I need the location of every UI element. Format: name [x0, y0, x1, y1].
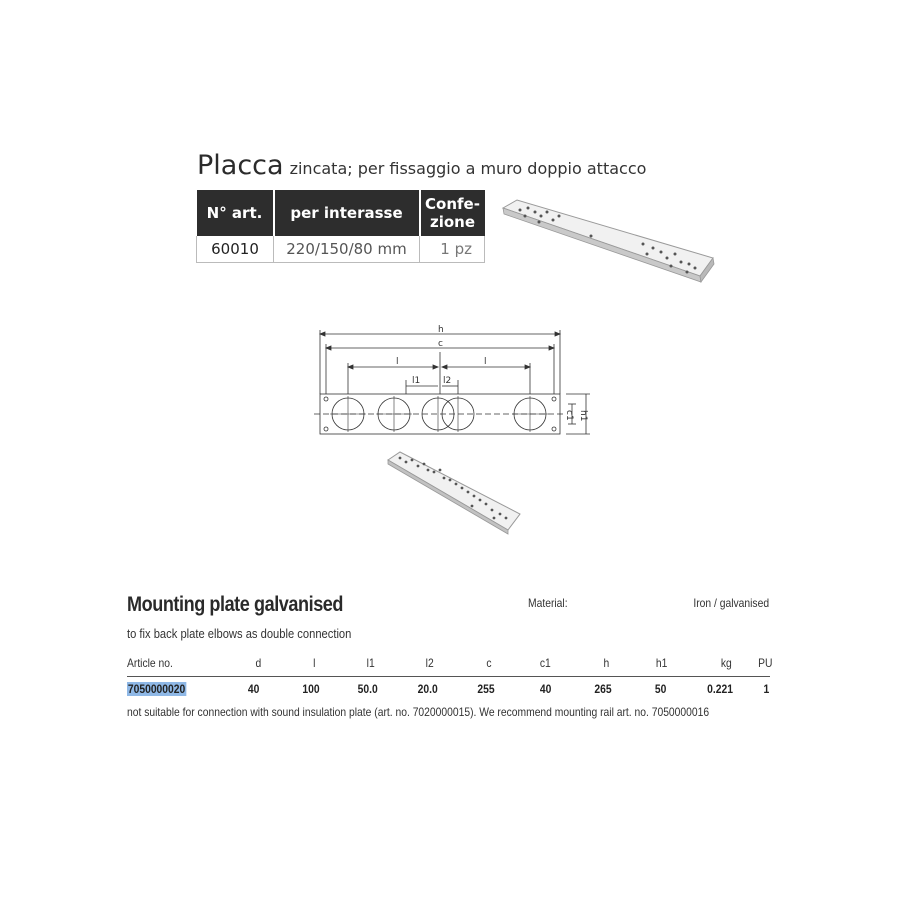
spec-table	[127, 656, 773, 697]
header-article-no: Article no.	[127, 656, 173, 670]
italian-title	[197, 150, 646, 181]
dim-label-h1: h1	[578, 410, 588, 422]
material-value: Iron / galvanised	[693, 596, 769, 610]
material-label: Material:	[528, 596, 568, 610]
header-confezione-line2: zione	[429, 213, 476, 231]
cell-confezione: 1 pz	[420, 236, 485, 263]
italian-title-main: Placca	[197, 150, 284, 181]
table-row	[127, 677, 770, 697]
dim-label-c: c	[438, 339, 443, 349]
italian-table-header	[197, 190, 485, 236]
header-kg: kg	[720, 656, 732, 670]
value-l: 100	[302, 682, 320, 696]
value-l2: 20.0	[417, 682, 438, 696]
article-number-link[interactable]: 7050000020	[127, 682, 186, 696]
dim-label-l-right: l	[484, 357, 487, 367]
header-h: h	[603, 656, 610, 670]
value-kg: 0.221	[707, 682, 733, 696]
value-l1: 50.0	[357, 682, 378, 696]
technical-drawing	[310, 322, 610, 447]
header-pu: PU	[758, 656, 773, 670]
value-c1: 40	[539, 682, 552, 696]
cell-interasse: 220/150/80 mm	[274, 236, 420, 263]
header-d: d	[255, 656, 262, 670]
value-pu: 1	[763, 682, 770, 696]
header-l1: l1	[366, 656, 375, 670]
spec-table-header	[127, 656, 773, 677]
header-c: c	[486, 656, 492, 670]
header-art-no: N° art.	[197, 190, 274, 236]
product-title: Mounting plate galvanised	[127, 593, 344, 616]
header-confezione-line1: Confe-	[425, 195, 480, 213]
header-interasse: per interasse	[274, 190, 420, 236]
header-l: l	[313, 656, 316, 670]
header-confezione	[420, 190, 485, 236]
plate-photo-center	[384, 448, 524, 538]
header-h1: h1	[655, 656, 668, 670]
header-l2: l2	[425, 656, 434, 670]
dim-label-h: h	[438, 325, 444, 335]
plate-photo-top	[495, 198, 720, 290]
italian-title-rest: zincata; per fissaggio a muro doppio attacco	[289, 159, 647, 178]
header-c1: c1	[539, 656, 551, 670]
product-note: not suitable for connection with sound insulation plate (art. no. 7020000015). We recommend mounting rail art. no. 7050000016	[127, 705, 710, 719]
value-h: 265	[594, 682, 612, 696]
value-c: 255	[477, 682, 495, 696]
product-subtitle: to fix back plate elbows as double connection	[127, 626, 352, 641]
value-d: 40	[247, 682, 260, 696]
dim-label-l-left: l	[396, 357, 399, 367]
dim-label-c1: c1	[564, 410, 574, 421]
cell-art-no: 60010	[197, 236, 274, 263]
italian-spec-table	[196, 190, 485, 263]
dim-label-l2: l2	[443, 376, 452, 386]
value-h1: 50	[654, 682, 667, 696]
table-row	[197, 236, 485, 263]
dim-label-l1: l1	[412, 376, 421, 386]
